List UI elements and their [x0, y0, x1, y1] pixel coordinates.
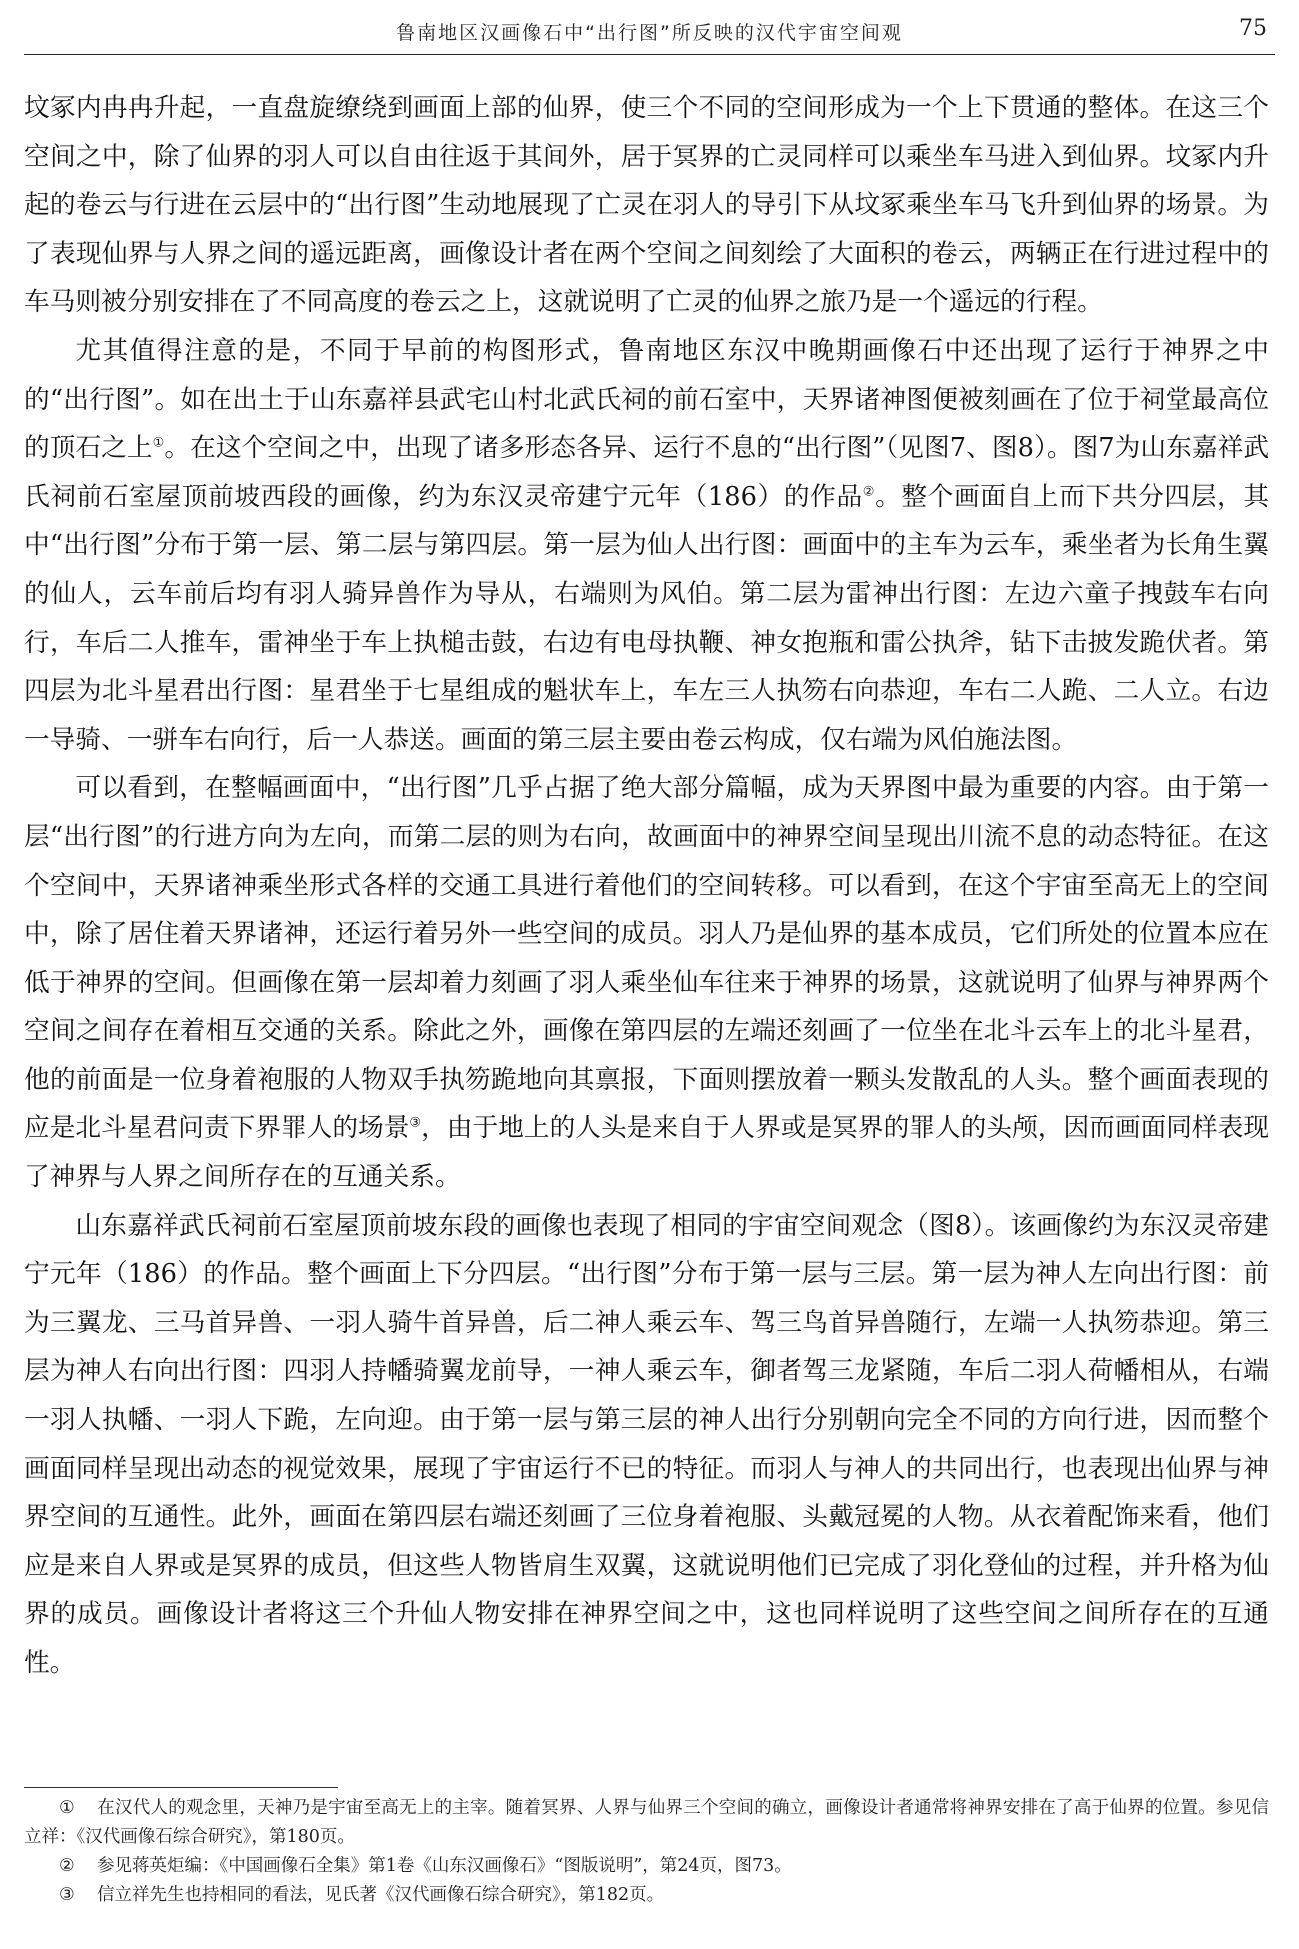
paragraph-text: 。在这个空间之中，出现了诸多形态各异、运行不息的“出行图”（见图7、图8）。图7为山东嘉祥武氏祠前石室屋顶前坡西段的画像，约为东汉灵帝建宁元年（186）的作品 — [24, 433, 1270, 512]
paragraph-text: 山东嘉祥武氏祠前石室屋顶前坡东段的画像也表现了相同的宇宙空间观念（图8）。该画像约为东汉灵帝建宁元年（186）的作品。整个画面上下分四层。“出行图”分布于第一层与三层。第一层为神人左向出行图：前为三翼龙、三马首异兽、一羽人骑牛首异兽，后二神人乘云车、驾三鸟首异兽随行，左端一人执笏恭迎。第三层为神人右向出行图：四羽人持幡骑翼龙前导，一神人乘云车，御者驾三龙紧随，车后二羽人荷幡相从，右端一羽人执幡、一羽人下跪，左向迎。由于第一层与第三层的神人出行分别朝向完全不同的方向行进，因而整个画面同样呈现出动态的视觉效果，展现了宇宙运行不已的特征。而羽人与神人的共同出行，也表现出仙界与神界空间的互通性。此外，画面在第四层右端还刻画了三位身着袍服、头戴冠冕的人物。从衣着配饰来看，他们应是来自人界或是冥界的成员，但这些人物皆肩生双翼，这就说明他们已完成了羽化登仙的过程，并升格为仙界的成员。画像设计者将这三个升仙人物安排在神界空间之中，这也同样说明了这些空间之间所存在的互通性。 — [24, 1210, 1269, 1678]
footnote-ref[interactable]: ① — [152, 435, 165, 451]
footnote-text: 信立祥先生也持相同的看法，见氏著《汉代画像石综合研究》，第182页。 — [97, 1885, 665, 1905]
footnote-text: 参见蒋英炬编：《中国画像石全集》第1卷《山东汉画像石》“图版说明”，第24页，图73。 — [97, 1856, 792, 1876]
paragraph-text: 可以看到，在整幅画面中，“出行图”几乎占据了绝大部分篇幅，成为天界图中最为重要的内容。由于第一层“出行图”的行进方向为左向，而第二层的则为右向，故画面中的神界空间呈现出川流不息的动态特征。在这个空间中，天界诸神乘坐形式各样的交通工具进行着他们的空间转移。可以看到，在这个宇宙至高无上的空间中，除了居住着天界诸神，还运行着另外一些空间的成员。羽人乃是仙界的基本成员，它们所处的位置本应在低于神界的空间。但画像在第一层却着力刻画了羽人乘坐仙车往来于神界的场景，这就说明了仙界与神界两个空间之间存在着相互交通的关系。除此之外，画像在第四层的左端还刻画了一位坐在北斗云车上的北斗星君，他的前面是一位身着袍服的人物双手执笏跪地向其禀报，下面则摆放着一颗头发散乱的人头。整个画面表现的应是北斗星君问责下界罪人的场景 — [24, 773, 1269, 1144]
footnote — [24, 1852, 1269, 1881]
paragraph — [24, 327, 1269, 764]
running-header — [24, 14, 1275, 55]
paragraph — [24, 84, 1269, 327]
footnote-divider — [24, 1787, 338, 1788]
paragraph-text: 尤其值得注意的是，不同于早前的构图形式，鲁南地区东汉中晚期画像石中还出现了运行于神界之中的“出行图”。如在出土于山东嘉祥县武宅山村北武氏祠的前石室中，天界诸神图便被刻画在了位于祠堂最高位的顶石之上 — [24, 335, 1269, 464]
footnote-marker: ③ — [59, 1885, 75, 1905]
footnote-text: 在汉代人的观念里，天神乃是宇宙至高无上的主宰。随着冥界、人界与仙界三个空间的确立，画像设计者通常将神界安排在了高于仙界的位置。参见信立祥：《汉代画像石综合研究》，第180页。 — [24, 1798, 1269, 1847]
footnote — [24, 1794, 1269, 1852]
page-number: 75 — [1239, 16, 1267, 41]
paragraph — [24, 764, 1269, 1201]
paragraph-text: ，由于地上的人头是来自于人界或是冥界的罪人的头颅，因而画面同样表现了神界与人界之间所存在的互通关系。 — [24, 1113, 1270, 1193]
paragraph-text: 坟冢内冉冉升起，一直盘旋缭绕到画面上部的仙界，使三个不同的空间形成为一个上下贯通的整体。在这三个空间之中，除了仙界的羽人可以自由往返于其间外，居于冥界的亡灵同样可以乘坐车马进入到仙界。坟冢内升起的卷云与行进在云层中的“出行图”生动地展现了亡灵在羽人的导引下从坟冢乘坐车马飞升到仙界的场景。为了表现仙界与人界之间的遥远距离，画像设计者在两个空间之间刻绘了大面积的卷云，两辆正在行进过程中的车马则被分别安排在了不同高度的卷云之上，这就说明了亡灵的仙界之旅乃是一个遥远的行程。 — [24, 93, 1269, 318]
running-title: 鲁南地区汉画像石中“出行图”所反映的汉代宇宙空间观 — [396, 22, 903, 44]
footnote-marker: ② — [59, 1856, 75, 1876]
body-text — [24, 84, 1269, 1688]
footnotes — [24, 1794, 1269, 1910]
footnote-marker: ① — [59, 1798, 75, 1818]
footnote-ref[interactable]: ③ — [409, 1115, 422, 1131]
paragraph-text: 。整个画面自上而下共分四层，其中“出行图”分布于第一层、第二层与第四层。第一层为仙人出行图：画面中的主车为云车，乘坐者为长角生翼的仙人，云车前后均有羽人骑异兽作为导从，右端则为风伯。第二层为雷神出行图：左边六童子拽鼓车右向行，车后二人推车，雷神坐于车上执槌击鼓，右边有电母执鞭、神女抱瓶和雷公执斧，钻下击披发跪伏者。第四层为北斗星君出行图：星君坐于七星组成的魁状车上，车左三人执笏右向恭迎，车右二人跪、二人立。右边一导骑、一骈车右向行，后一人恭送。画面的第三层主要由卷云构成，仅右端为风伯施法图。 — [24, 481, 1270, 755]
paragraph — [24, 1202, 1269, 1688]
footnote — [24, 1881, 1269, 1910]
footnote-ref[interactable]: ② — [862, 484, 876, 500]
